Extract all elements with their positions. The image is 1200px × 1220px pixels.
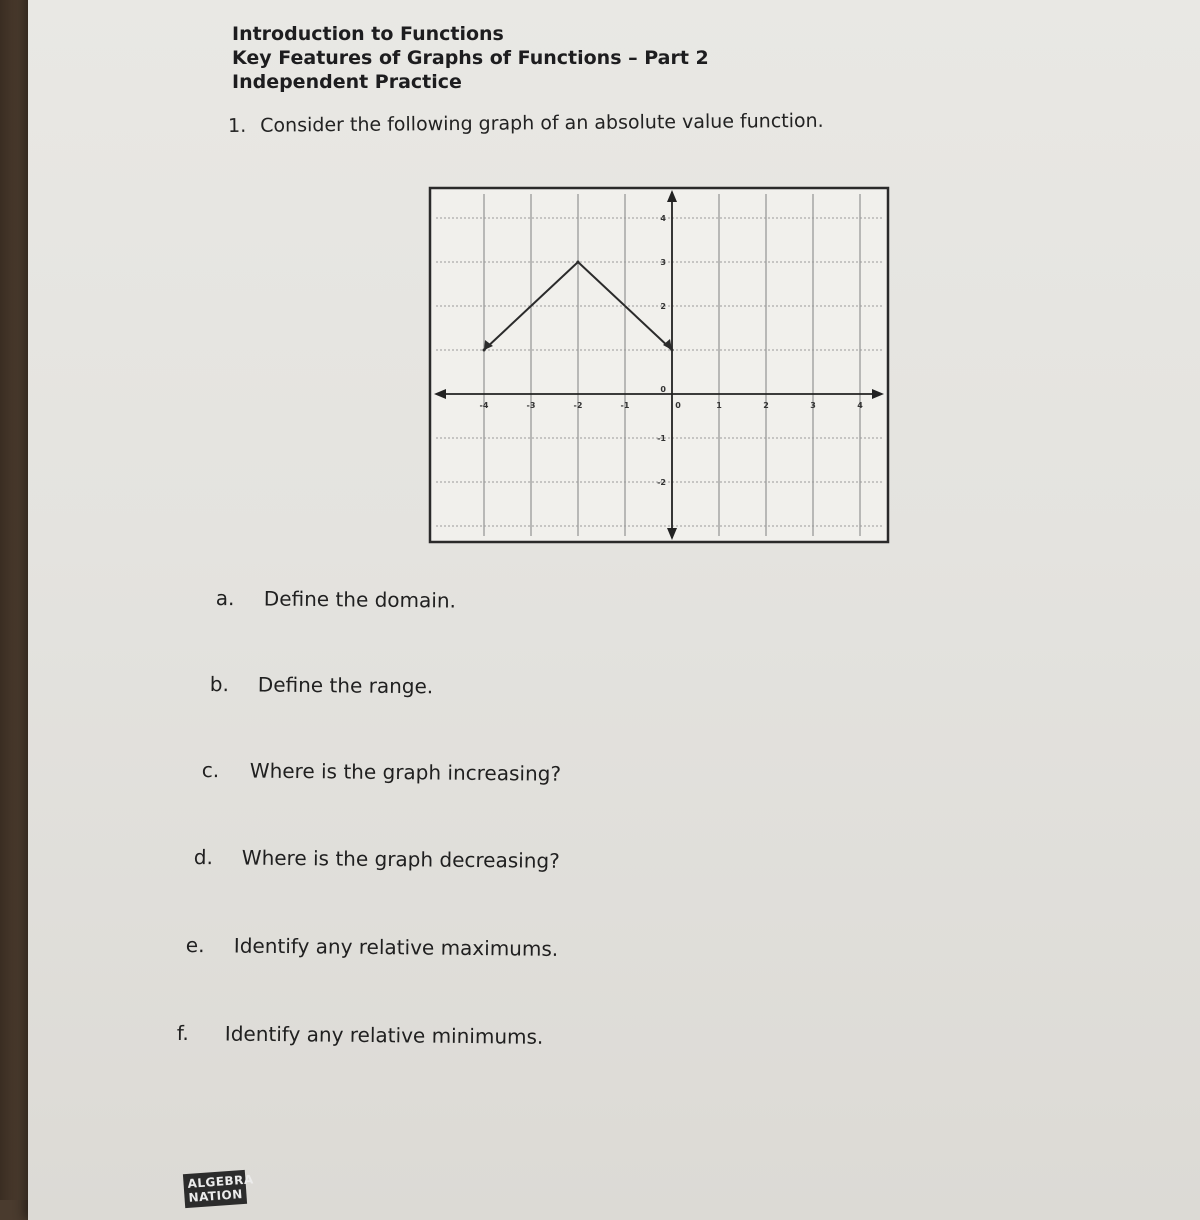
worksheet-header	[232, 22, 709, 94]
part-d-text: Where is the graph decreasing?	[241, 845, 560, 873]
absolute-value-graph	[428, 186, 890, 544]
part-e	[186, 933, 559, 961]
y-tick-label: 3	[660, 258, 666, 267]
part-e-letter: e.	[185, 933, 205, 958]
part-e-text: Identify any relative maximums.	[233, 933, 559, 961]
part-b-text: Define the range.	[257, 672, 434, 699]
y-tick-label: -1	[657, 434, 666, 443]
graph-grid	[430, 188, 888, 542]
header-subtitle: Key Features of Graphs of Functions – Part 2	[232, 47, 709, 69]
x-tick-label: 0	[675, 401, 681, 410]
x-tick-label: -2	[573, 401, 583, 410]
x-tick-label: -3	[526, 401, 536, 410]
part-f-text: Identify any relative minimums.	[224, 1021, 544, 1049]
part-d-letter: d.	[193, 845, 214, 870]
y-tick-label: -2	[657, 478, 666, 487]
part-a-letter: a.	[215, 586, 235, 611]
part-b	[210, 672, 434, 698]
y-tick-label: 2	[660, 302, 666, 311]
part-f	[177, 1021, 544, 1049]
header-section: Independent Practice	[232, 71, 462, 93]
y-tick-label: 4	[660, 214, 666, 223]
question-text: Consider the following graph of an absolute value function.	[260, 109, 824, 137]
part-c	[202, 758, 561, 786]
question-number: 1.	[228, 114, 247, 137]
x-tick-label: 3	[810, 401, 816, 410]
part-f-letter: f.	[176, 1021, 189, 1046]
header-title: Introduction to Functions	[232, 23, 504, 45]
graph-frame	[430, 188, 888, 542]
part-b-letter: b.	[209, 672, 230, 697]
part-c-letter: c.	[201, 758, 220, 783]
x-tick-label: -4	[479, 401, 489, 410]
part-c-text: Where is the graph increasing?	[249, 758, 562, 786]
part-d	[194, 845, 560, 873]
series-point	[577, 261, 580, 264]
part-a-text: Define the domain.	[263, 586, 457, 613]
x-tick-label: 4	[857, 401, 863, 410]
x-tick-label: 2	[763, 401, 769, 410]
algebra-nation-logo: ALGEBRA NATION	[183, 1170, 247, 1208]
x-tick-label: -1	[620, 401, 630, 410]
x-tick-label: 1	[716, 401, 722, 410]
part-a	[216, 586, 456, 613]
y-tick-label: 0	[660, 385, 666, 394]
